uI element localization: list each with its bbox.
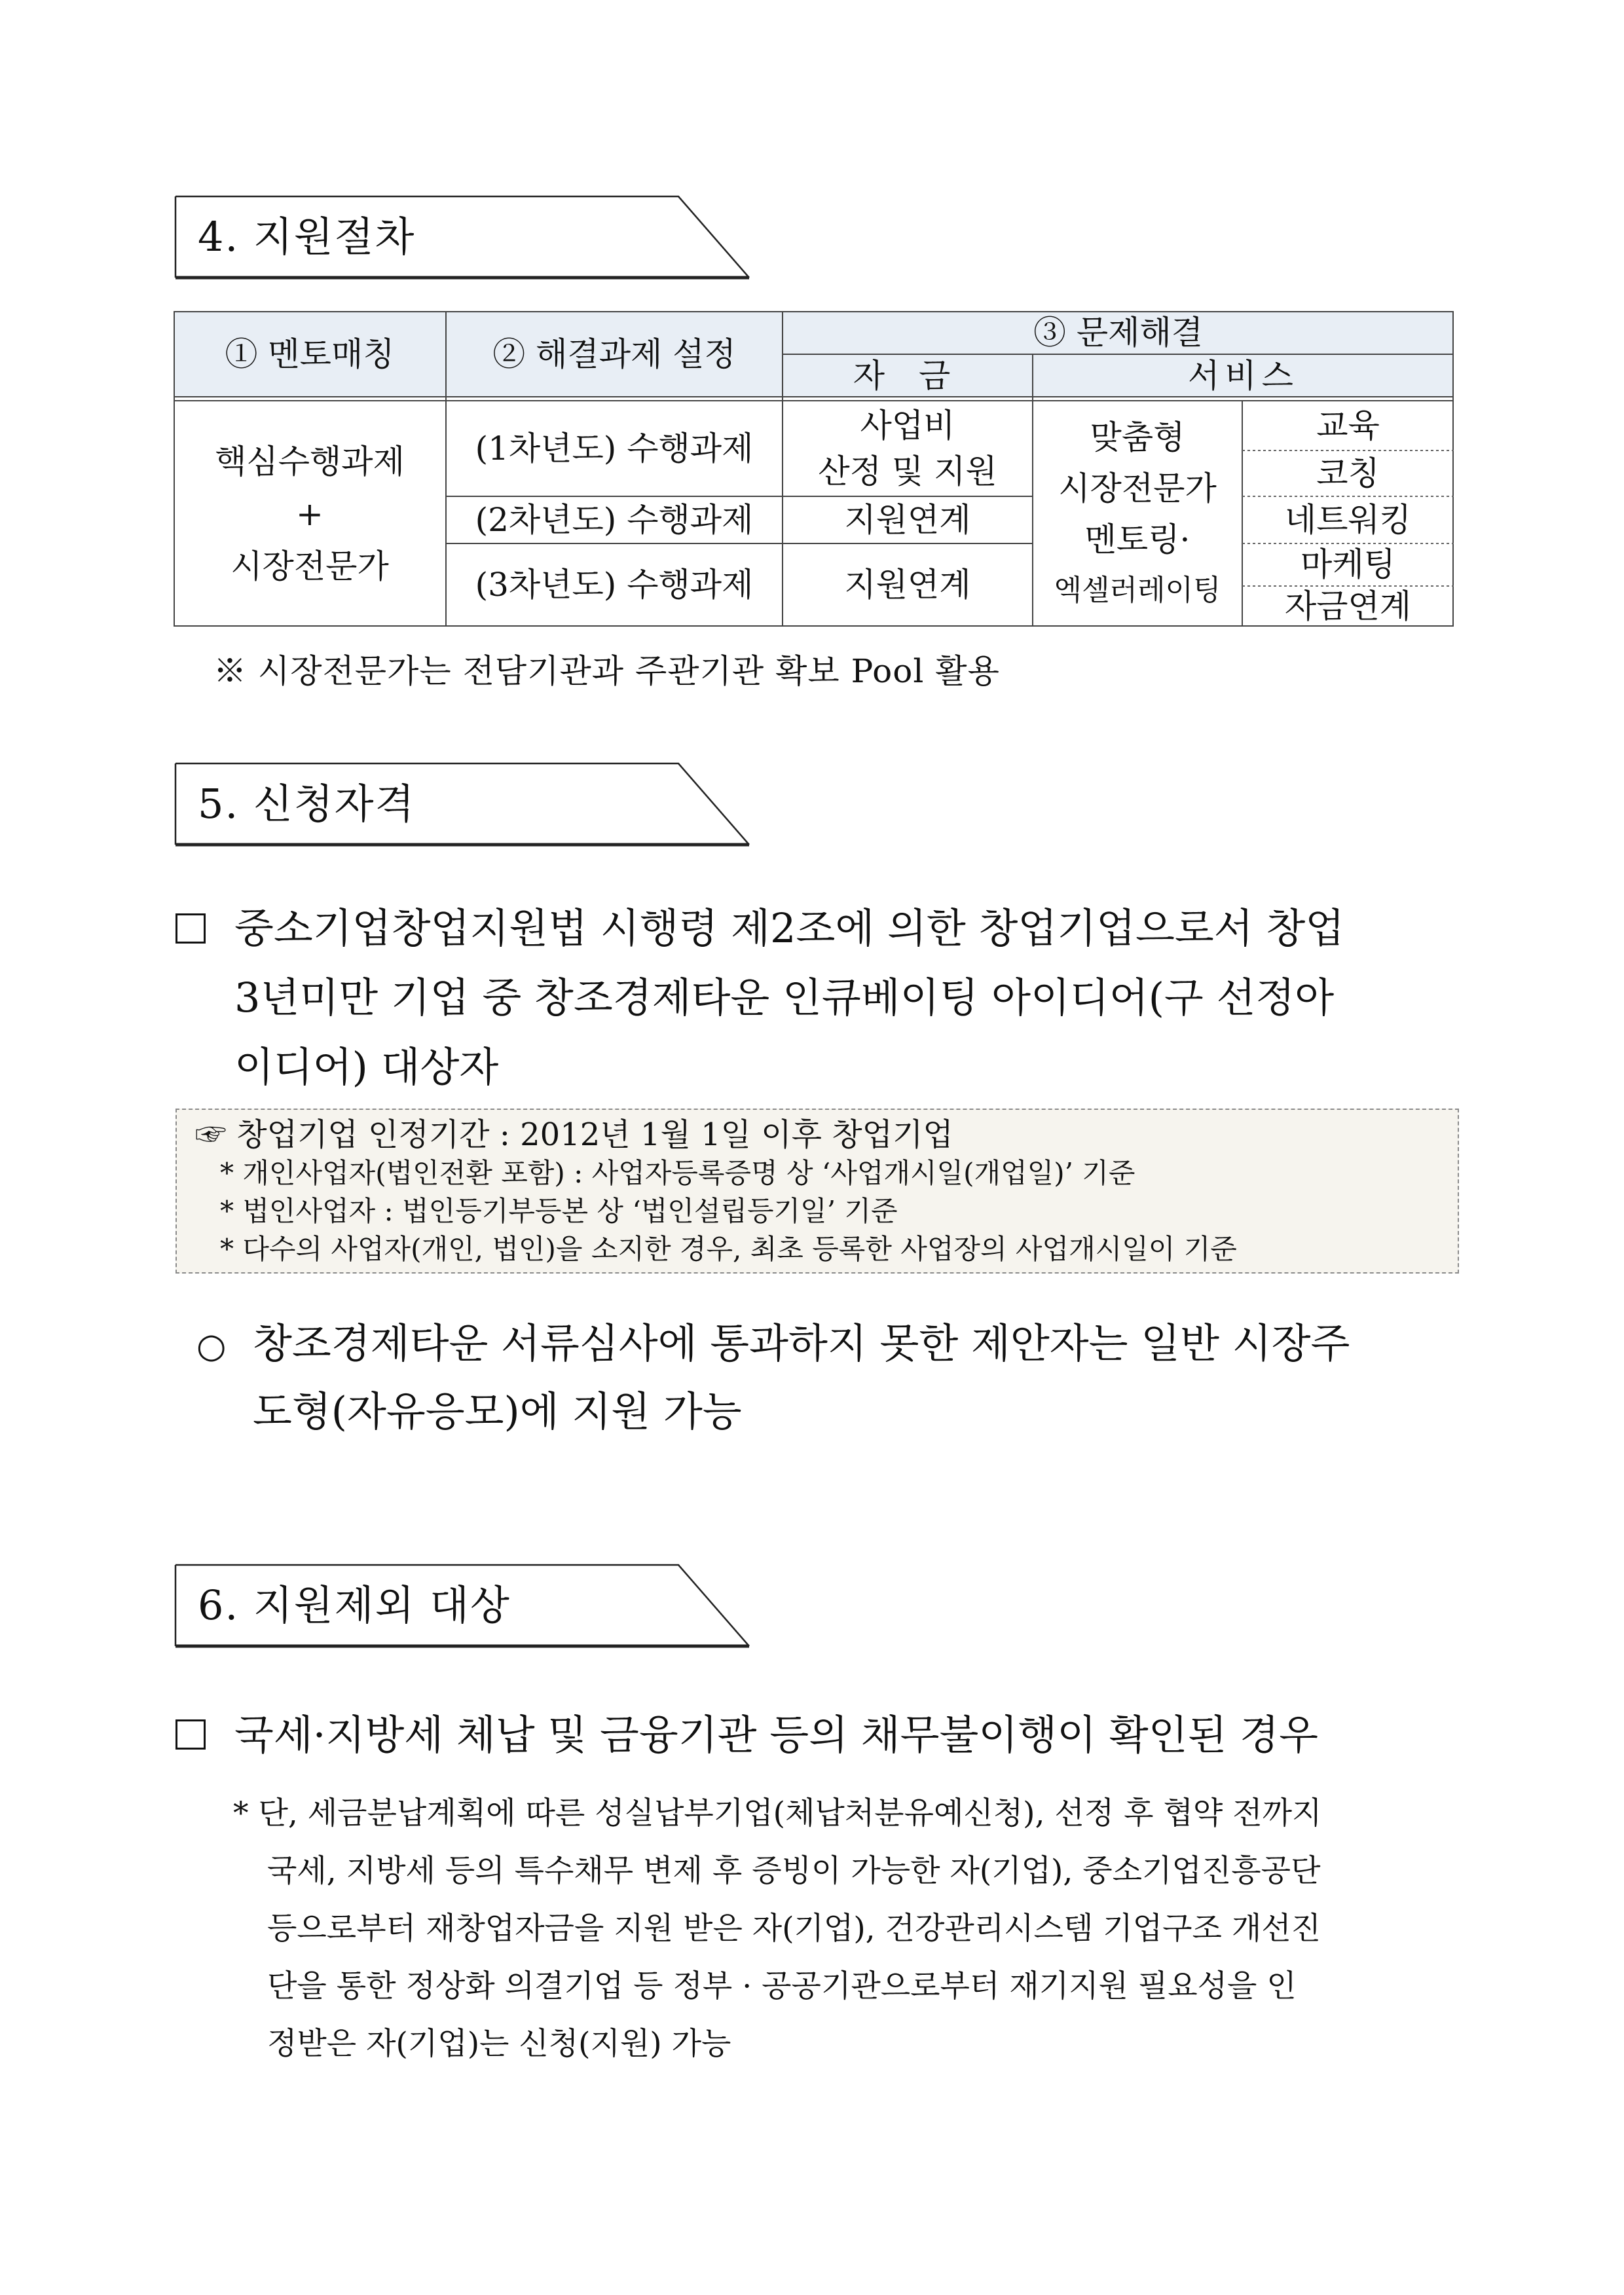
table-note: ※ 시장전문가는 전담기관과 주관기관 확보 Pool 활용 — [213, 652, 1000, 690]
service-item-funding-link: 자금연계 — [1284, 587, 1412, 625]
notebox-line-4: * 다수의 사업자(개인, 법인)을 소지한 경우, 최초 등록한 사업장의 사업개시일이 기준 — [220, 1233, 1237, 1265]
service-line-4: 엑셀러레이팅 — [1054, 573, 1221, 607]
task-year-3: (3차년도) 수행과제 — [475, 566, 754, 604]
circle-item-line-1: 창조경제타운 서류심사에 통과하지 못한 제안자는 일반 시장주 — [253, 1319, 1350, 1367]
notebox-line-1: ☞ 창업기업 인정기간 : 2012년 1월 1일 이후 창업기업 — [195, 1116, 953, 1153]
mentor-line-1: 핵심수행과제 — [215, 442, 405, 481]
fund-year-3: 지원연계 — [844, 566, 971, 604]
exclusion-main: 국세·지방세 체납 및 금융기관 등의 채무불이행이 확인된 경우 — [234, 1711, 1318, 1759]
section-4-title: 4. 지원절차 — [198, 213, 416, 261]
mentor-line-3: 시장전문가 — [231, 547, 389, 585]
fund-1-line-1: 사업비 — [860, 407, 955, 445]
fund-year-1 — [783, 401, 1033, 496]
service-main-cell — [1033, 401, 1242, 627]
service-item-education: 교육 — [1316, 406, 1380, 445]
mentor-line-2: + — [296, 494, 323, 533]
eligibility-line-1: 중소기업창업지원법 시행령 제2조에 의한 창업기업으로서 창업 — [234, 904, 1345, 952]
procedure-table — [174, 311, 1454, 627]
header-fund: 자 금 — [853, 356, 963, 395]
service-line-1: 맞춤형 — [1090, 418, 1185, 456]
circle-bullet-icon: ○ — [196, 1327, 227, 1366]
checkbox-square-icon — [175, 1719, 206, 1750]
notebox-line-3: * 법인사업자 : 법인등기부등본 상 ‘법인설립등기일’ 기준 — [220, 1195, 898, 1227]
exclusion-detail-line-1: * 단, 세금분납계획에 따른 성실납부기업(체납처분유예신청), 선정 후 협약 전까지 — [233, 1795, 1322, 1831]
task-year-1: (1차년도) 수행과제 — [475, 429, 754, 468]
checkbox-square-icon — [175, 913, 206, 944]
header-mentor-matching: ① 멘토매칭 — [225, 335, 395, 373]
header-service: 서비스 — [1188, 356, 1299, 395]
startup-definition-notebox — [175, 1109, 1459, 1274]
task-year-2: (2차년도) 수행과제 — [475, 500, 754, 539]
service-item-marketing: 마케팅 — [1301, 545, 1395, 584]
fund-year-2: 지원연계 — [844, 500, 971, 539]
mentor-cell — [174, 401, 446, 627]
header-task-setting: ② 해결과제 설정 — [492, 335, 736, 373]
service-line-3: 멘토링· — [1084, 520, 1190, 559]
exclusion-detail-line-4: 단을 통한 정상화 의결기업 등 정부 · 공공기관으로부터 재기지원 필요성을 인 — [267, 1968, 1297, 2004]
exclusion-detail-line-2: 국세, 지방세 등의 특수채무 변제 후 증빙이 가능한 자(기업), 중소기업진흥공단 — [267, 1853, 1321, 1889]
exclusion-detail-line-5: 정받은 자(기업)는 신청(지원) 가능 — [267, 2026, 731, 2062]
eligibility-line-2: 3년미만 기업 중 창조경제타운 인큐베이팅 아이디어(구 선정아 — [234, 974, 1335, 1021]
notebox-line-2: * 개인사업자(법인전환 포함) : 사업자등록증명 상 ‘사업개시일(개업일)’ 기준 — [220, 1157, 1135, 1189]
section-4-header — [174, 195, 750, 279]
eligibility-line-3: 이디어) 대상자 — [234, 1043, 499, 1091]
section-5-title: 5. 신청자격 — [198, 780, 416, 828]
header-problem-solving: ③ 문제해결 — [1033, 313, 1204, 352]
section-6-title: 6. 지원제외 대상 — [198, 1581, 511, 1629]
circle-item-line-2: 도형(자유응모)에 지원 가능 — [253, 1387, 742, 1435]
section-6-header — [174, 1564, 750, 1647]
service-item-networking: 네트워킹 — [1284, 500, 1412, 539]
section-5-header — [174, 762, 750, 846]
exclusion-detail-line-3: 등으로부터 재창업자금을 지원 받은 자(기업), 건강관리시스템 기업구조 개선진 — [267, 1911, 1321, 1947]
fund-1-line-2: 산정 및 지원 — [818, 452, 997, 490]
service-item-coaching: 코칭 — [1316, 454, 1380, 492]
service-line-2: 시장전문가 — [1058, 469, 1217, 507]
